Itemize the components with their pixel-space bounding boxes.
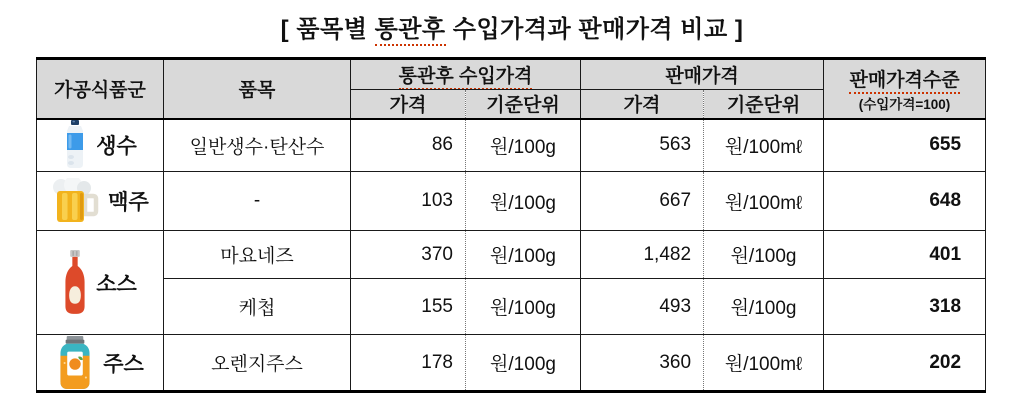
group-label: 맥주 xyxy=(108,191,149,214)
price-level-cell: 655 xyxy=(824,119,986,172)
sauce-bottle-icon xyxy=(63,250,87,316)
juice-bottle-icon xyxy=(56,336,94,390)
sale-unit-cell: 원/100mℓ xyxy=(704,335,824,392)
group-cell-water xyxy=(37,119,164,172)
group-label: 주스 xyxy=(103,352,144,376)
table-row-water xyxy=(37,119,986,172)
sale-price-cell: 360 xyxy=(581,335,704,392)
item-cell: 케첩 xyxy=(164,279,351,335)
price-level-cell: 318 xyxy=(824,279,986,335)
table-row-ketchup xyxy=(37,279,986,335)
sale-unit-cell: 원/100mℓ xyxy=(704,119,824,172)
item-cell: 오렌지주스 xyxy=(164,335,351,392)
import-unit-cell: 원/100g xyxy=(466,279,581,335)
import-unit-cell: 원/100g xyxy=(466,231,581,279)
price-level-cell: 202 xyxy=(824,335,986,392)
title-underlined-word: 통관후 xyxy=(375,16,446,46)
import-price-cell: 370 xyxy=(351,231,466,279)
header-import-section: 통관후 수입가격 xyxy=(351,59,581,90)
group-cell-beer xyxy=(37,172,164,231)
sale-unit-cell: 원/100mℓ xyxy=(704,172,824,231)
sale-price-cell: 667 xyxy=(581,172,704,231)
price-comparison-table xyxy=(36,57,986,393)
sale-price-cell: 493 xyxy=(581,279,704,335)
item-cell: - xyxy=(164,172,351,231)
header-sale-price: 가격 xyxy=(581,90,704,119)
item-cell: 일반생수·탄산수 xyxy=(164,119,351,172)
group-cell-sauce xyxy=(37,231,164,335)
title-prefix: [ 품목별 xyxy=(280,16,368,43)
import-price-cell: 103 xyxy=(351,172,466,231)
header-price-level xyxy=(824,59,986,119)
item-cell: 마요네즈 xyxy=(164,231,351,279)
group-cell-juice xyxy=(37,335,164,392)
group-label: 소스 xyxy=(96,272,137,296)
table-row-juice xyxy=(37,335,986,392)
header-sale-section: 판매가격 xyxy=(581,59,824,90)
header-price-level-line2: (수입가격=100) xyxy=(858,96,951,112)
header-price-level-line1: 판매가격수준 xyxy=(849,70,959,94)
group-label: 생수 xyxy=(96,135,137,159)
beer-mug-icon xyxy=(51,178,99,224)
import-price-cell: 178 xyxy=(351,335,466,392)
header-import-unit: 기준단위 xyxy=(466,90,581,119)
sale-price-cell: 1,482 xyxy=(581,231,704,279)
header-item: 품목 xyxy=(164,59,351,119)
sale-unit-cell: 원/100g xyxy=(704,231,824,279)
water-bottle-icon xyxy=(63,120,87,170)
import-unit-cell: 원/100g xyxy=(466,119,581,172)
import-price-cell: 155 xyxy=(351,279,466,335)
import-unit-cell: 원/100g xyxy=(466,172,581,231)
price-level-cell: 648 xyxy=(824,172,986,231)
sale-unit-cell: 원/100g xyxy=(704,279,824,335)
table-row-mayonnaise xyxy=(37,231,986,279)
header-sale-unit: 기준단위 xyxy=(704,90,824,119)
title-suffix: 수입가격과 판매가격 비교 ] xyxy=(452,16,744,43)
header-import-price: 가격 xyxy=(351,90,466,119)
table-row-beer xyxy=(37,172,986,231)
page-title xyxy=(0,9,1024,44)
import-price-cell: 86 xyxy=(351,119,466,172)
sale-price-cell: 563 xyxy=(581,119,704,172)
price-level-cell: 401 xyxy=(824,231,986,279)
import-unit-cell: 원/100g xyxy=(466,335,581,392)
header-food-group: 가공식품군 xyxy=(37,59,164,119)
